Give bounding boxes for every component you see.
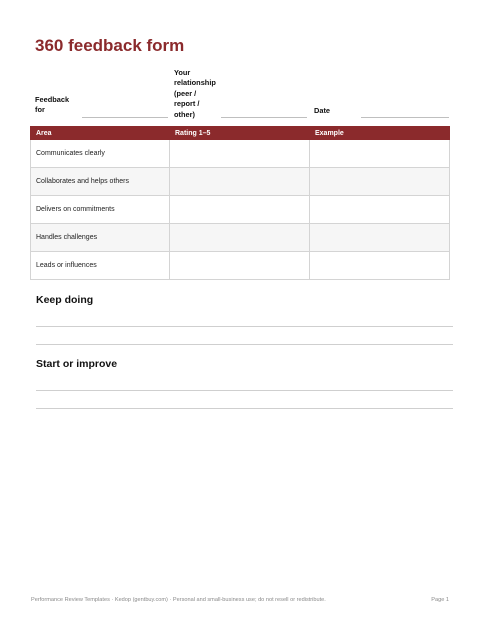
table-row: [31, 196, 450, 224]
example-cell[interactable]: [310, 168, 450, 196]
header-area: Area: [31, 127, 170, 140]
start-or-improve-heading: Start or improve: [36, 358, 118, 370]
area-cell: Leads or influences: [31, 252, 170, 280]
footer-text: Performance Review Templates · Kedop (gentbuy.com) · Personal and small-business use; do not resell or redistribute.: [31, 597, 326, 603]
keep-doing-line-1[interactable]: [36, 326, 453, 327]
rating-cell[interactable]: [170, 140, 310, 168]
start-or-improve-line-1[interactable]: [36, 390, 453, 391]
example-cell[interactable]: [310, 196, 450, 224]
page-number: Page 1: [431, 597, 449, 603]
example-cell[interactable]: [310, 252, 450, 280]
table-row: [31, 168, 450, 196]
feedback-for-label: Feedback for: [35, 95, 70, 115]
rating-cell[interactable]: [170, 168, 310, 196]
feedback-table: [30, 126, 450, 280]
example-cell[interactable]: [310, 224, 450, 252]
rating-cell[interactable]: [170, 224, 310, 252]
area-cell: Collaborates and helps others: [31, 168, 170, 196]
rating-cell[interactable]: [170, 252, 310, 280]
keep-doing-heading: Keep doing: [36, 294, 94, 306]
example-cell[interactable]: [310, 140, 450, 168]
header-rating: Rating 1–5: [170, 127, 310, 140]
date-line[interactable]: [361, 117, 449, 118]
rating-cell[interactable]: [170, 196, 310, 224]
area-cell: Handles challenges: [31, 224, 170, 252]
feedback-for-line[interactable]: [82, 117, 168, 118]
start-or-improve-line-2[interactable]: [36, 408, 453, 409]
table-header-row: [31, 127, 450, 140]
keep-doing-line-2[interactable]: [36, 344, 453, 345]
table-row: [31, 140, 450, 168]
table-row: [31, 252, 450, 280]
form-title: 360 feedback form: [35, 36, 185, 55]
area-cell: Communicates clearly: [31, 140, 170, 168]
area-cell: Delivers on commitments: [31, 196, 170, 224]
relationship-label: Your relationship (peer / report / other): [174, 68, 216, 119]
table-row: [31, 224, 450, 252]
header-example: Example: [310, 127, 450, 140]
date-label: Date: [314, 106, 331, 115]
relationship-line[interactable]: [221, 117, 307, 118]
